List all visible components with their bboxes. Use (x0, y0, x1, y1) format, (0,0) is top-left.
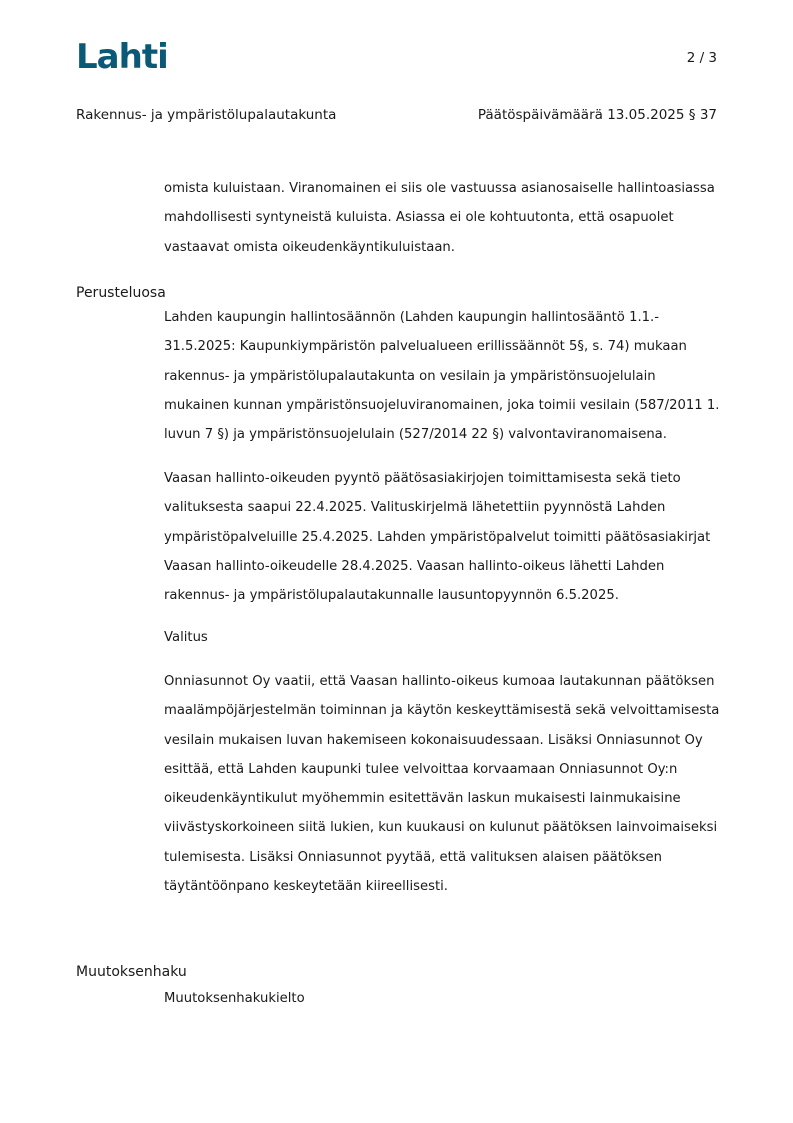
text-line: täytäntöönpano keskeytetään kiireellisesti. (164, 879, 449, 895)
text-line: vastaavat omista oikeudenkäyntikuluistaan. (164, 239, 455, 255)
muutoksenhaku-text: Muutoksenhakukielto (164, 991, 305, 1006)
text-line: vesilain mukaisen luvan hakemiseen kokonaisuudessaan. Lisäksi Onniasunnot Oy (164, 732, 703, 748)
text-line: Vaasan hallinto-oikeudelle 28.4.2025. Vaasan hallinto-oikeus lähetti Lahden (164, 558, 665, 574)
text-line: 31.5.2025: Kaupunkiympäristön palvelualueen erillissäännöt 5§, s. 74) mukaan (164, 339, 687, 355)
text-line: maalämpöjärjestelmän toiminnan ja käytön keskeyttämisestä sekä velvoittamisesta (164, 703, 720, 719)
page-number: 2 / 3 (686, 50, 717, 66)
text-line: mukainen kunnan ympäristönsuojeluviranomainen, joka toimii vesilain (587/2011 1. (164, 397, 720, 413)
perusteluosa-paragraph-1 (164, 303, 724, 449)
lahti-logo: Lahti (76, 37, 168, 77)
text-line: esittää, että Lahden kaupunki tulee velvoittaa korvaamaan Onniasunnot Oy:n (164, 761, 678, 777)
section-heading-muutoksenhaku: Muutoksenhaku (76, 964, 187, 980)
text-line: Onniasunnot Oy vaatii, että Vaasan hallinto-oikeus kumoaa lautakunnan päätöksen (164, 674, 715, 689)
perusteluosa-paragraph-3 (164, 667, 724, 901)
text-line: valituksesta saapui 22.4.2025. Valituskirjelmä lähetettiin pyynnöstä Lahden (164, 500, 666, 516)
text-line: rakennus- ja ympäristölupalautakunnalle lausuntopyynnön 6.5.2025. (164, 588, 619, 604)
text-line: Lahden kaupungin hallintosäännön (Lahden kaupungin hallintosääntö 1.1.- (164, 310, 659, 325)
text-line: mahdollisesti syntyneistä kuluista. Asiassa ei ole kohtuutonta, että osapuolet (164, 210, 674, 226)
text-line: Vaasan hallinto-oikeuden pyyntö päätösasiakirjojen toimittamisesta sekä tieto (164, 471, 681, 486)
intro-paragraph (164, 174, 724, 262)
text-line: rakennus- ja ympäristölupalautakunta on vesilain ja ympäristönsuojelulain (164, 368, 656, 384)
subheading-valitus: Valitus (164, 630, 208, 645)
text-line: ympäristöpalveluille 25.4.2025. Lahden ympäristöpalvelut toimitti päätösasiakirjat (164, 529, 711, 545)
text-line: omista kuluistaan. Viranomainen ei siis ole vastuussa asianosaiselle hallintoasiassa (164, 181, 715, 196)
section-heading-perusteluosa: Perusteluosa (76, 285, 166, 301)
decision-date: Päätöspäivämäärä 13.05.2025 § 37 (477, 107, 717, 123)
perusteluosa-paragraph-2 (164, 464, 724, 610)
committee-name: Rakennus- ja ympäristölupalautakunta (76, 107, 337, 123)
text-line: viivästyskorkoineen siitä lukien, kun kuukausi on kulunut päätöksen lainvoimaiseksi (164, 820, 718, 836)
text-line: luvun 7 §) ja ympäristönsuojelulain (527/2014 22 §) valvontaviranomaisena. (164, 427, 667, 443)
text-line: oikeudenkäyntikulut myöhemmin esitettävän laskun mukaisesti lainmukaisine (164, 791, 681, 807)
text-line: tulemisesta. Lisäksi Onniasunnot pyytää, että valituksen alaisen päätöksen (164, 849, 662, 865)
